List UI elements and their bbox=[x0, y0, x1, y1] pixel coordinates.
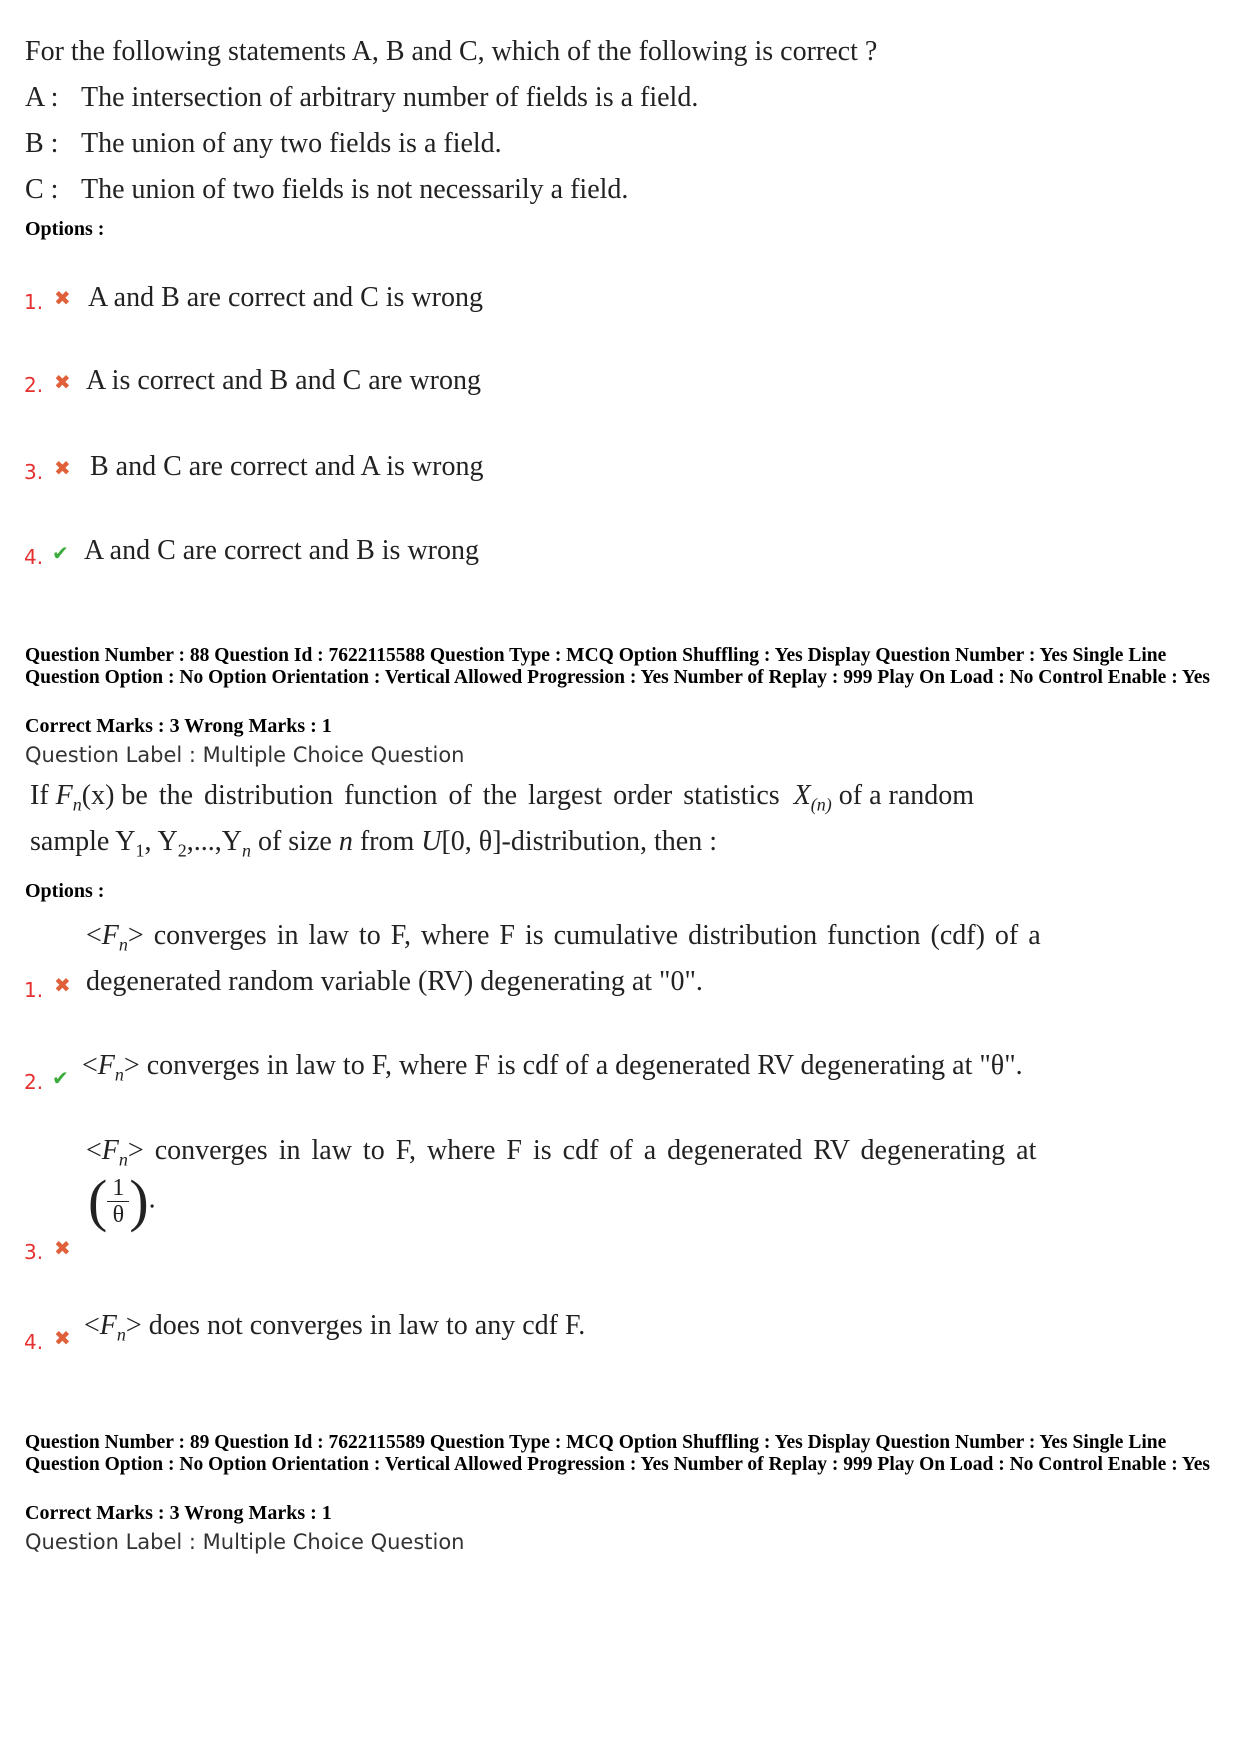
option-text[interactable]: A is correct and B and C are wrong bbox=[86, 365, 481, 396]
question-stem-line2: sample $Y_1$, $Y_2,...,Y_n$ of size n from U[0, θ]-distribution, then : bbox=[30, 826, 717, 861]
wrong-mark-icon: ✖ bbox=[54, 973, 71, 997]
option-text-line1[interactable]: $<F_n>$ converges in law to F, where F is cumulative distribution function (cdf) of a bbox=[86, 920, 1041, 955]
statement-c bbox=[25, 174, 628, 206]
statement-label: C : bbox=[25, 174, 59, 205]
math-bracket: > bbox=[127, 920, 144, 951]
marks-info: Correct Marks : 3 Wrong Marks : 1 bbox=[25, 715, 332, 737]
correct-check-icon: ✔ bbox=[52, 541, 69, 565]
wrong-mark-icon: ✖ bbox=[54, 370, 71, 394]
marks-info: Correct Marks : 3 Wrong Marks : 1 bbox=[25, 1502, 332, 1524]
option-number: 2. bbox=[24, 1070, 44, 1094]
wrong-mark-icon: ✖ bbox=[54, 1326, 71, 1350]
math-bracket: < bbox=[86, 920, 102, 951]
question-stem: For the following statements A, B and C, which of the following is correct ? bbox=[25, 36, 878, 67]
question-meta: Question Number : 89 Question Id : 7622115589 Question Type : MCQ Option Shuffling : Yes Display Question Number : Yes Single Line Question Option : No Option Orientation : Vertical Allowed Progression : Yes Number of Replay : 999 Play On Load : No Control Enable : Yes bbox=[25, 1432, 1211, 1475]
statement-label: A : bbox=[25, 82, 59, 113]
stem-text: sample bbox=[30, 826, 110, 857]
wrong-mark-icon: ✖ bbox=[54, 286, 71, 310]
option-number: 2. bbox=[24, 373, 44, 397]
math-bracket: > bbox=[127, 1135, 144, 1166]
statement-text: The intersection of arbitrary number of fields is a field. bbox=[81, 82, 699, 113]
correct-check-icon: ✔ bbox=[52, 1066, 69, 1090]
statement-b bbox=[25, 128, 502, 160]
math-var: X bbox=[793, 780, 811, 811]
math-dots: ,..., bbox=[186, 826, 222, 857]
math-var: n bbox=[338, 826, 353, 857]
question-label: Question Label : Multiple Choice Question bbox=[25, 1530, 465, 1554]
options-heading: Options : bbox=[25, 218, 105, 240]
wrong-mark-icon: ✖ bbox=[54, 456, 71, 480]
option-text: does not converges in law to any cdf F. bbox=[148, 1310, 586, 1341]
option-number: 3. bbox=[24, 460, 44, 484]
math-var: F bbox=[55, 780, 73, 811]
statement-text: The union of two fields is not necessarily a field. bbox=[81, 174, 629, 205]
math-bracket: > bbox=[125, 1310, 142, 1341]
wrong-mark-icon: ✖ bbox=[54, 1236, 71, 1260]
option-text[interactable]: A and C are correct and B is wrong bbox=[84, 535, 479, 566]
option-text[interactable]: B and C are correct and A is wrong bbox=[90, 451, 484, 482]
stem-text: [0, θ]-distribution, then : bbox=[441, 826, 717, 857]
option-text-line2[interactable]: degenerated random variable (RV) degenerating at "0". bbox=[86, 966, 703, 997]
option-text-line1[interactable]: $<F_n>$ converges in law to F, where F is cdf of a degenerated RV degenerating at bbox=[86, 1135, 1037, 1170]
option-text: converges in law to F, where F is cumulative distribution function (cdf) of a bbox=[153, 920, 1041, 951]
statement-a bbox=[25, 82, 698, 114]
option-text[interactable]: A and B are correct and C is wrong bbox=[88, 282, 483, 313]
math-bracket: < bbox=[84, 1310, 100, 1341]
math-var: Y bbox=[157, 826, 178, 857]
option-text: converges in law to F, where F is cdf of a degenerated RV degenerating at bbox=[154, 1135, 1037, 1166]
stem-text: of size bbox=[257, 826, 332, 857]
math-sub: (n) bbox=[810, 794, 832, 815]
option-text[interactable]: $<F_n>$ does not converges in law to any cdf F. bbox=[84, 1310, 586, 1345]
stem-text: If bbox=[30, 780, 49, 811]
fraction-numerator: 1 bbox=[112, 1174, 125, 1201]
math-var: U bbox=[421, 826, 442, 857]
option-fraction[interactable]: ( $\frac{1}{\theta}$ ). bbox=[88, 1168, 156, 1233]
question-meta: Question Number : 88 Question Id : 7622115588 Question Type : MCQ Option Shuffling : Yes Display Question Number : Yes Single Line Question Option : No Option Orientation : Vertical Allowed Progression : Yes Number of Replay : 999 Play On Load : No Control Enable : Yes bbox=[25, 645, 1211, 688]
math-arg: (x) bbox=[81, 780, 115, 811]
statement-label: B : bbox=[25, 128, 59, 159]
math-bracket: > bbox=[123, 1050, 140, 1081]
math-bracket: < bbox=[86, 1135, 102, 1166]
option-number: 4. bbox=[24, 545, 44, 569]
math-sub: 2 bbox=[177, 840, 187, 861]
fraction-denominator: θ bbox=[112, 1201, 125, 1228]
statement-text: The union of any two fields is a field. bbox=[81, 128, 502, 159]
option-number: 4. bbox=[24, 1330, 44, 1354]
math-sub: 1 bbox=[135, 840, 145, 861]
math-var: Y bbox=[115, 826, 136, 857]
stem-text: from bbox=[359, 826, 415, 857]
fraction bbox=[107, 1175, 129, 1228]
math-bracket: < bbox=[82, 1050, 98, 1081]
options-heading: Options : bbox=[25, 880, 105, 902]
paren-close: ) bbox=[129, 1168, 149, 1233]
math-sub: n bbox=[241, 840, 251, 861]
option-number: 3. bbox=[24, 1240, 44, 1264]
option-text[interactable]: $<F_n>$ converges in law to F, where F is cdf of a degenerated RV degenerating at "θ". bbox=[82, 1050, 1023, 1085]
option-text: converges in law to F, where F is cdf of a degenerated RV degenerating at "θ". bbox=[146, 1050, 1023, 1081]
question-stem-line1 bbox=[30, 780, 974, 816]
option-number: 1. bbox=[24, 978, 44, 1002]
math-var: Y bbox=[221, 826, 242, 857]
stem-text: be the distribution function of the largest order statistics bbox=[121, 780, 780, 811]
question-label: Question Label : Multiple Choice Question bbox=[25, 743, 465, 767]
option-number: 1. bbox=[24, 290, 44, 314]
stem-text: of a random bbox=[838, 780, 975, 811]
math-sub: n bbox=[72, 794, 82, 815]
paren-open: ( bbox=[88, 1168, 108, 1233]
